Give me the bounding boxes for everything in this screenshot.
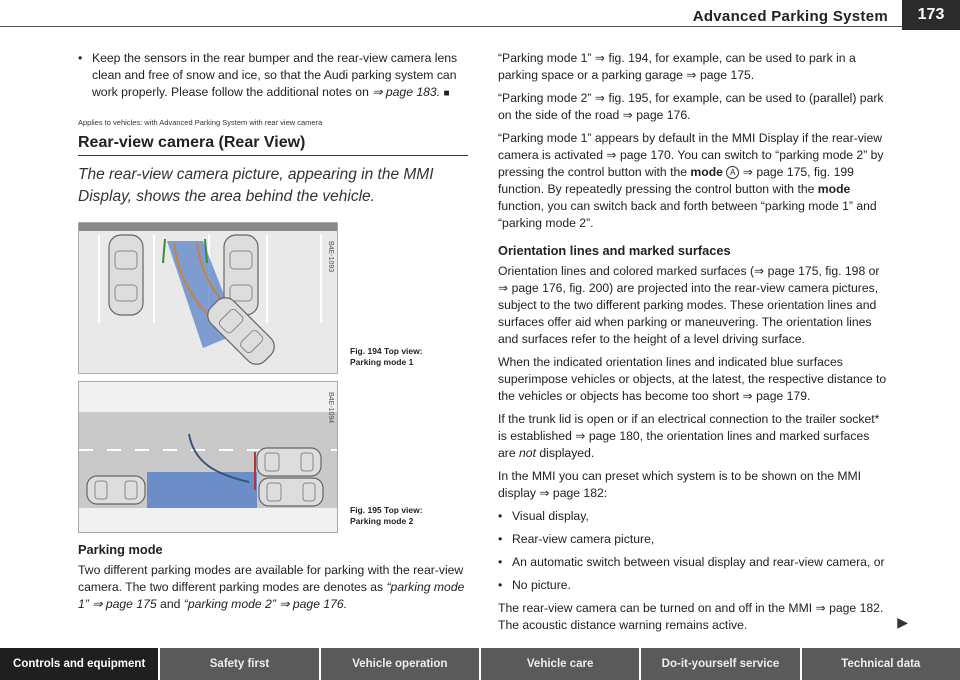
superimpose-paragraph: When the indicated orientation lines and indicated blue surfaces superimpose vehicles or objects, at the latest, the respective distance to the vehicles or objects has become too short ⇒ page 179. [498, 355, 887, 403]
default-mode-paragraph [498, 130, 890, 232]
tab-controls-and-equipment[interactable]: Controls and equipment [0, 648, 158, 680]
figure-194-image [78, 222, 338, 374]
figure-195-code: B4E-1094 [327, 392, 334, 424]
figure-194-caption [350, 346, 423, 368]
list-item: • An automatic switch between visual display and rear-view camera, or [498, 554, 890, 571]
section-intro: The rear-view camera picture, appearing in the MMI Display, shows the area behind the vehicle. [78, 166, 434, 205]
orientation-heading: Orientation lines and marked surfaces [498, 243, 731, 258]
section-title: Rear-view camera (Rear View) [78, 134, 468, 156]
sensor-note-text: Keep the sensors in the rear bumper and the rear-view camera lens clean and free of snow and ice, so that the Audi parking system can work properly. Please follow the additional notes on [92, 51, 458, 99]
default-mode-text-b: ⇒ page 175, fig. 199 function. By repeatedly pressing the control button with the [498, 165, 854, 196]
default-mode-text-c: function, you can switch back and forth between “parking mode 1” and “parking mode 2”. [498, 199, 877, 230]
parking-mode-p1: Two different parking modes are available for parking with the rear-view camera. The two different parking modes are denotes as [78, 563, 464, 594]
trunk-text-a: If the trunk lid is open or if an electrical connection to the trailer socket* is established ⇒ page 180, the orientation lines and marked surfaces are [498, 412, 880, 460]
trunk-paragraph [498, 411, 890, 462]
footer-nav [0, 648, 960, 680]
parking-mode-1-ref[interactable]: “parking mode 1” ⇒ page 175 [78, 580, 465, 611]
tab-technical-data[interactable]: Technical data [802, 648, 960, 680]
display-options-list [498, 508, 890, 594]
list-item: • No picture. [498, 577, 890, 594]
toggle-paragraph: The rear-view camera can be turned on and off in the MMI ⇒ page 182. The acoustic distance warning remains active. [498, 601, 884, 632]
tab-vehicle-care[interactable]: Vehicle care [481, 648, 639, 680]
mode1-paragraph: “Parking mode 1” ⇒ fig. 194, for example, can be used to park in a parking space or a parking garage ⇒ page 175. [498, 51, 856, 82]
parking-mode-heading: Parking mode [78, 542, 163, 557]
right-column [498, 50, 890, 640]
mode-keyword-2: mode [817, 182, 851, 196]
trunk-text-b: displayed. [539, 446, 595, 460]
mode-keyword: mode [690, 165, 723, 179]
figure-195-caption-line2: Parking mode 2 [350, 516, 414, 526]
sensor-note-ref[interactable]: ⇒ page 183. [372, 85, 441, 99]
sensor-note [78, 50, 468, 102]
default-mode-text-a: “Parking mode 1” appears by default in the MMI Display if the rear-view camera is activated ⇒ page 170. You can switch to “parking mode 2” by pressing the control button with the [498, 131, 884, 179]
parking-mode-and: and [156, 597, 184, 611]
page-number-badge: 173 [902, 0, 960, 30]
figure-195-caption [350, 505, 423, 527]
header-rule [0, 26, 912, 27]
figure-194-code: B4E-1093 [327, 241, 334, 273]
parking-mode-2-ref[interactable]: “parking mode 2” ⇒ page 176. [183, 597, 348, 611]
next-page-arrow-icon[interactable]: ▶ [897, 614, 908, 630]
orientation-paragraph: Orientation lines and colored marked surfaces (⇒ page 175, fig. 198 or ⇒ page 176, fig. 200) are projected into the rear-view camera pictures, subject to the two different parking modes. These orientation lines and surfaces offer aid when parking or maneuvering. The orientation lines and surfaces refer to the height of a level driving surface. [498, 264, 880, 346]
preset-paragraph: In the MMI you can preset which system is to be shown on the MMI display ⇒ page 182: [498, 469, 862, 500]
figure-195-image [78, 381, 338, 533]
header-title: Advanced Parking System [692, 8, 888, 25]
figure-194-caption-line1: Fig. 194 Top view: [350, 346, 423, 356]
left-column [78, 50, 468, 619]
mode2-paragraph: “Parking mode 2” ⇒ fig. 195, for example, can be used to (parallel) park on the side of the road ⇒ page 176. [498, 91, 884, 122]
tab-do-it-yourself-service[interactable]: Do-it-yourself service [641, 648, 799, 680]
figure-195-caption-line1: Fig. 195 Top view: [350, 505, 423, 515]
list-item: • Visual display, [498, 508, 890, 525]
tab-safety-first[interactable]: Safety first [160, 648, 318, 680]
not-emphasis: not [519, 446, 536, 460]
tab-vehicle-operation[interactable]: Vehicle operation [321, 648, 479, 680]
list-item: • Rear-view camera picture, [498, 531, 890, 548]
applies-to-note: Applies to vehicles: with Advanced Parking System with rear view camera [78, 118, 323, 127]
figure-194 [78, 222, 468, 372]
figure-195 [78, 381, 468, 531]
figure-194-caption-line2: Parking mode 1 [350, 357, 414, 367]
callout-a-icon: A [726, 166, 739, 179]
end-mark: ■ [443, 88, 450, 99]
parking-mode-text [78, 562, 468, 613]
